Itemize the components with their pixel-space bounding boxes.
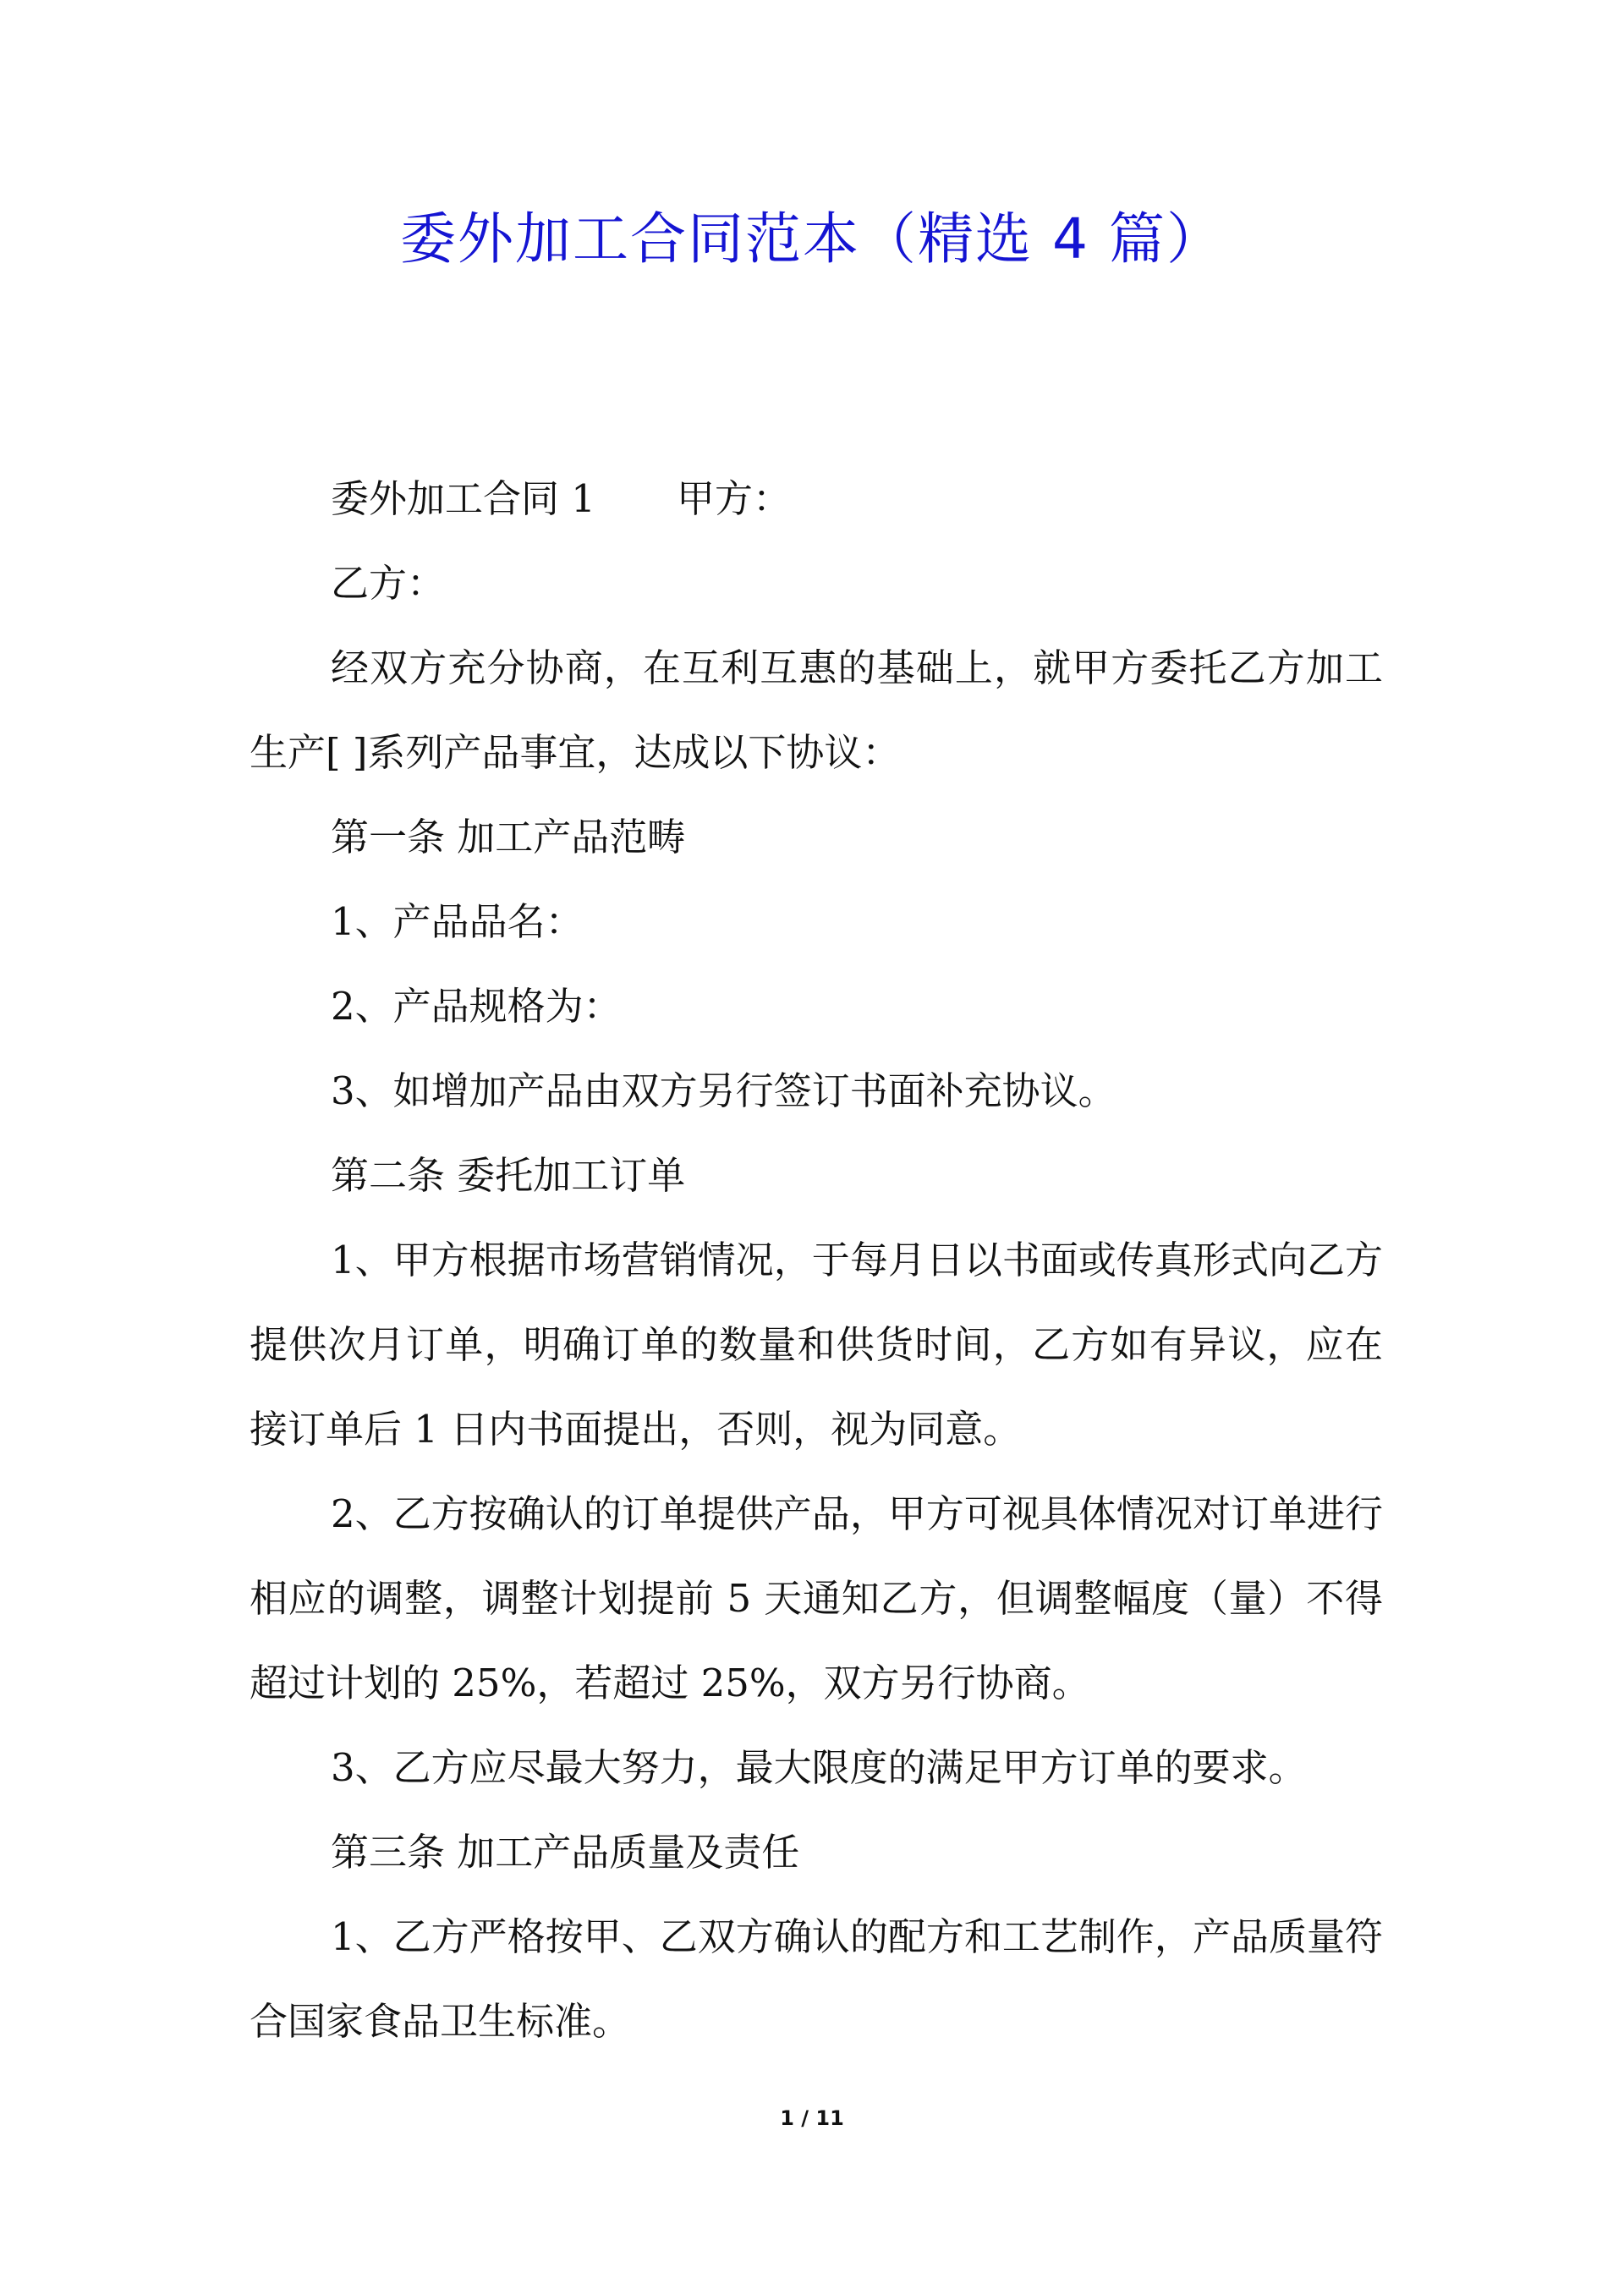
document-body [250,457,1383,2064]
article-3-item-1: 1、乙方严格按甲、乙双方确认的配方和工艺制作，产品质量符合国家食品卫生标准。 [250,1914,1383,2044]
party-a-label: 甲方： [676,476,791,521]
preamble-paragraph: 经双方充分协商，在互利互惠的基础上，就甲方委托乙方加工生产[ ]系列产品事宜，达成以下协议： [250,645,1383,775]
article-2-item-1: 1、甲方根据市场营销情况，于每月日以书面或传真形式向乙方提供次月订单，明确订单的数量和供货时间，乙方如有异议，应在接订单后 1 日内书面提出，否则，视为同意。 [250,1238,1383,1452]
article-2-item-2: 2、乙方按确认的订单提供产品，甲方可视具体情况对订单进行相应的调整，调整计划提前 5 天通知乙方，但调整幅度（量）不得超过计划的 25%，若超过 25%，双方另行协商。 [250,1491,1383,1705]
article-2-item-3: 3、乙方应尽最大努力，最大限度的满足甲方订单的要求。 [331,1745,1307,1790]
contract-heading-line [250,457,1383,541]
page-number: 1 / 11 [780,2106,844,2130]
party-b-label: 乙方： [331,561,446,606]
document-title: 委外加工合同范本（精选 4 篇） [400,206,1224,272]
article-1-heading: 第一条 加工产品范畴 [331,815,686,859]
article-1-item-1: 1、产品品名： [331,899,584,944]
contract-name: 委外加工合同 1 [331,476,595,521]
article-3-heading: 第三条 加工产品质量及责任 [331,1830,800,1875]
article-1-item-2: 2、产品规格为： [331,984,622,1029]
article-1-item-3: 3、如增加产品由双方另行签订书面补充协议。 [331,1068,1116,1113]
article-2-heading: 第二条 委托加工订单 [331,1153,686,1198]
